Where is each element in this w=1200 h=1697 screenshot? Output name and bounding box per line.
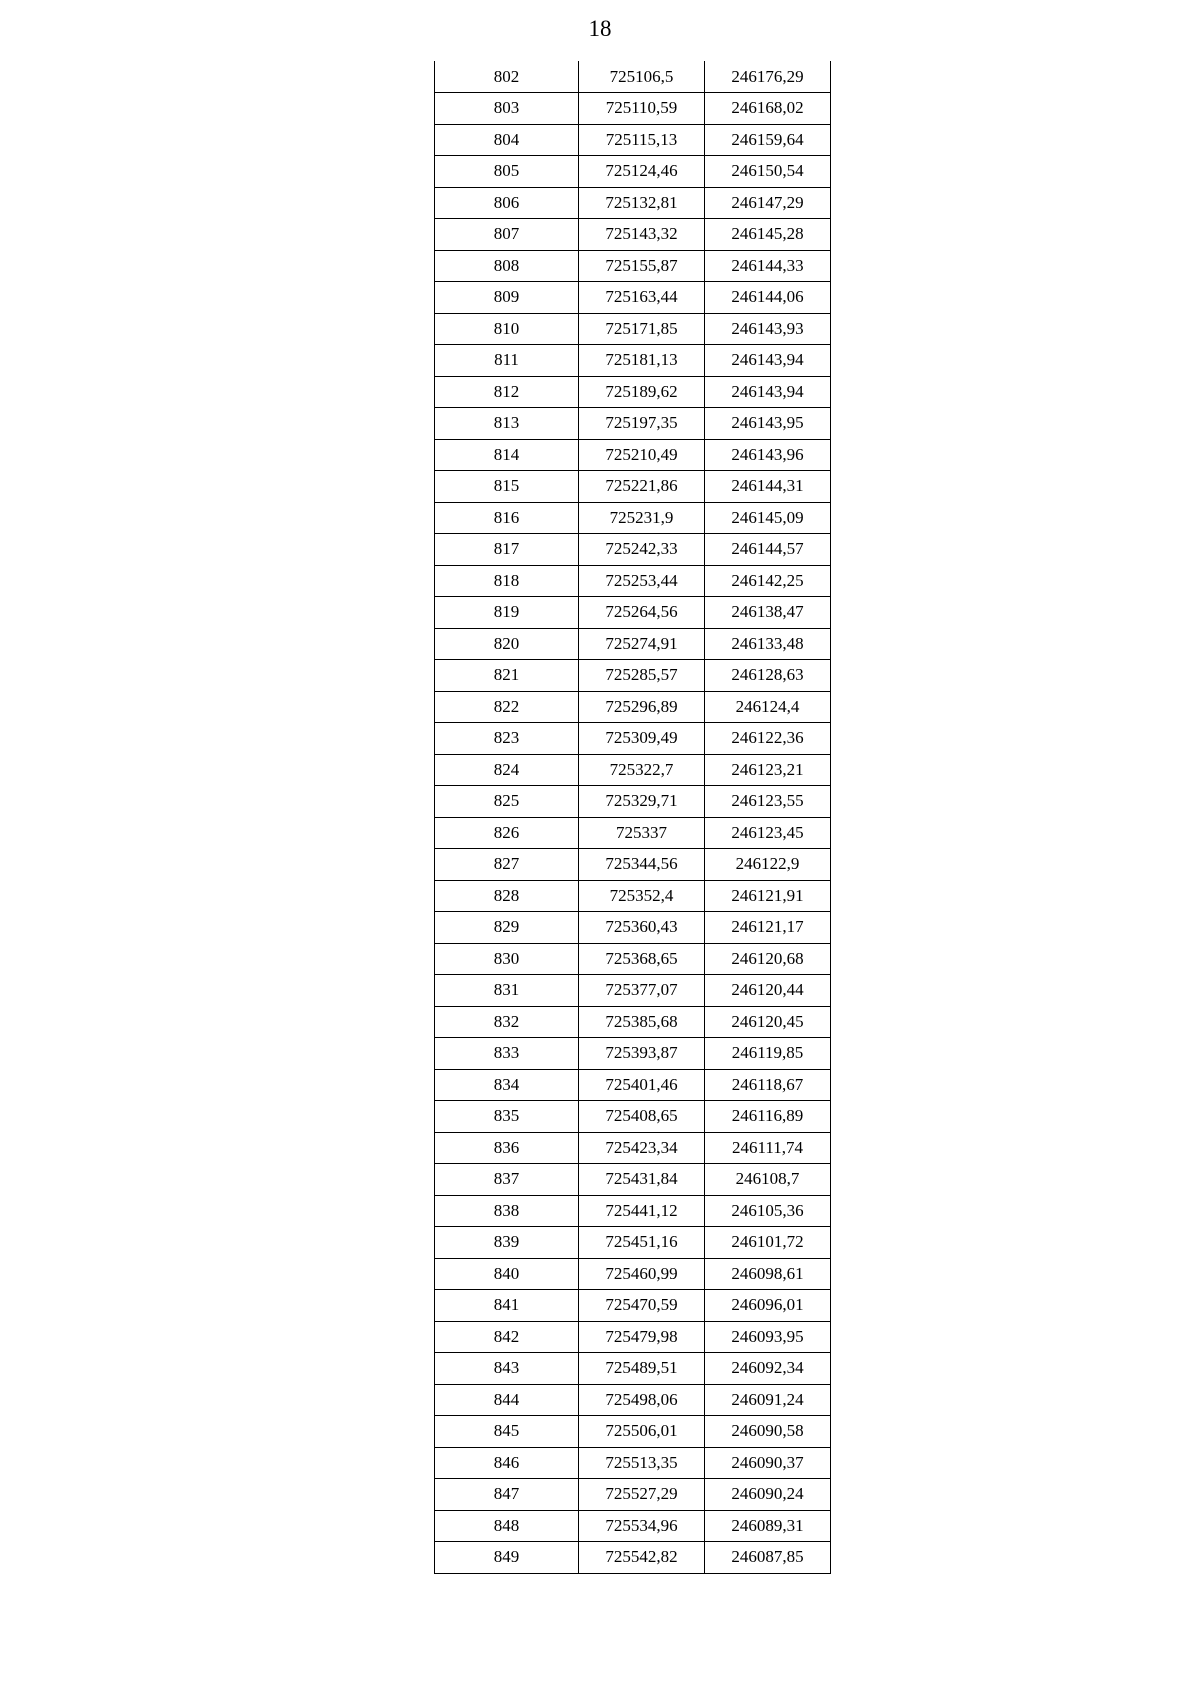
point-number-cell: 812 [435, 376, 579, 408]
table-row [435, 1321, 831, 1353]
x-coordinate-cell: 725337 [579, 817, 705, 849]
x-coordinate-cell: 725489,51 [579, 1353, 705, 1385]
y-coordinate-cell: 246150,54 [705, 156, 831, 188]
y-coordinate-cell: 246116,89 [705, 1101, 831, 1133]
point-number-cell: 848 [435, 1510, 579, 1542]
x-coordinate-cell: 725408,65 [579, 1101, 705, 1133]
y-coordinate-cell: 246147,29 [705, 187, 831, 219]
table-row [435, 156, 831, 188]
table-row [435, 439, 831, 471]
point-number-cell: 818 [435, 565, 579, 597]
x-coordinate-cell: 725110,59 [579, 93, 705, 125]
y-coordinate-cell: 246092,34 [705, 1353, 831, 1385]
point-number-cell: 819 [435, 597, 579, 629]
x-coordinate-cell: 725385,68 [579, 1006, 705, 1038]
y-coordinate-cell: 246120,44 [705, 975, 831, 1007]
y-coordinate-cell: 246128,63 [705, 660, 831, 692]
y-coordinate-cell: 246138,47 [705, 597, 831, 629]
point-number-cell: 809 [435, 282, 579, 314]
point-number-cell: 805 [435, 156, 579, 188]
table-row [435, 1195, 831, 1227]
table-row [435, 1447, 831, 1479]
point-number-cell: 845 [435, 1416, 579, 1448]
table-row [435, 1038, 831, 1070]
x-coordinate-cell: 725352,4 [579, 880, 705, 912]
y-coordinate-cell: 246133,48 [705, 628, 831, 660]
point-number-cell: 846 [435, 1447, 579, 1479]
table-row [435, 408, 831, 440]
point-number-cell: 839 [435, 1227, 579, 1259]
table-row [435, 943, 831, 975]
y-coordinate-cell: 246143,94 [705, 345, 831, 377]
table-row [435, 1416, 831, 1448]
y-coordinate-cell: 246144,06 [705, 282, 831, 314]
table-row [435, 313, 831, 345]
x-coordinate-cell: 725115,13 [579, 124, 705, 156]
x-coordinate-cell: 725451,16 [579, 1227, 705, 1259]
table-row [435, 93, 831, 125]
table-row [435, 1479, 831, 1511]
point-number-cell: 810 [435, 313, 579, 345]
y-coordinate-cell: 246144,57 [705, 534, 831, 566]
point-number-cell: 815 [435, 471, 579, 503]
point-number-cell: 829 [435, 912, 579, 944]
x-coordinate-cell: 725264,56 [579, 597, 705, 629]
y-coordinate-cell: 246143,96 [705, 439, 831, 471]
x-coordinate-cell: 725542,82 [579, 1542, 705, 1574]
table-row [435, 1101, 831, 1133]
x-coordinate-cell: 725171,85 [579, 313, 705, 345]
table-row [435, 1069, 831, 1101]
point-number-cell: 820 [435, 628, 579, 660]
table-row [435, 376, 831, 408]
point-number-cell: 804 [435, 124, 579, 156]
coordinates-table-container [434, 61, 831, 1574]
x-coordinate-cell: 725274,91 [579, 628, 705, 660]
point-number-cell: 847 [435, 1479, 579, 1511]
table-row [435, 691, 831, 723]
table-row [435, 219, 831, 251]
x-coordinate-cell: 725377,07 [579, 975, 705, 1007]
table-row [435, 660, 831, 692]
y-coordinate-cell: 246118,67 [705, 1069, 831, 1101]
y-coordinate-cell: 246120,45 [705, 1006, 831, 1038]
point-number-cell: 827 [435, 849, 579, 881]
y-coordinate-cell: 246091,24 [705, 1384, 831, 1416]
point-number-cell: 849 [435, 1542, 579, 1574]
y-coordinate-cell: 246123,45 [705, 817, 831, 849]
x-coordinate-cell: 725401,46 [579, 1069, 705, 1101]
y-coordinate-cell: 246159,64 [705, 124, 831, 156]
y-coordinate-cell: 246123,55 [705, 786, 831, 818]
point-number-cell: 817 [435, 534, 579, 566]
point-number-cell: 832 [435, 1006, 579, 1038]
y-coordinate-cell: 246144,33 [705, 250, 831, 282]
x-coordinate-cell: 725143,32 [579, 219, 705, 251]
table-row [435, 1542, 831, 1574]
point-number-cell: 803 [435, 93, 579, 125]
table-row [435, 1006, 831, 1038]
y-coordinate-cell: 246123,21 [705, 754, 831, 786]
table-row [435, 471, 831, 503]
table-row [435, 282, 831, 314]
x-coordinate-cell: 725344,56 [579, 849, 705, 881]
y-coordinate-cell: 246090,58 [705, 1416, 831, 1448]
y-coordinate-cell: 246098,61 [705, 1258, 831, 1290]
x-coordinate-cell: 725498,06 [579, 1384, 705, 1416]
x-coordinate-cell: 725221,86 [579, 471, 705, 503]
y-coordinate-cell: 246087,85 [705, 1542, 831, 1574]
x-coordinate-cell: 725210,49 [579, 439, 705, 471]
point-number-cell: 807 [435, 219, 579, 251]
x-coordinate-cell: 725155,87 [579, 250, 705, 282]
table-row [435, 1290, 831, 1322]
x-coordinate-cell: 725309,49 [579, 723, 705, 755]
y-coordinate-cell: 246145,09 [705, 502, 831, 534]
table-row [435, 124, 831, 156]
y-coordinate-cell: 246121,91 [705, 880, 831, 912]
point-number-cell: 835 [435, 1101, 579, 1133]
y-coordinate-cell: 246122,9 [705, 849, 831, 881]
point-number-cell: 826 [435, 817, 579, 849]
point-number-cell: 821 [435, 660, 579, 692]
point-number-cell: 813 [435, 408, 579, 440]
y-coordinate-cell: 246121,17 [705, 912, 831, 944]
table-row [435, 1510, 831, 1542]
x-coordinate-cell: 725322,7 [579, 754, 705, 786]
y-coordinate-cell: 246143,94 [705, 376, 831, 408]
x-coordinate-cell: 725106,5 [579, 61, 705, 93]
table-row [435, 597, 831, 629]
point-number-cell: 837 [435, 1164, 579, 1196]
x-coordinate-cell: 725423,34 [579, 1132, 705, 1164]
y-coordinate-cell: 246176,29 [705, 61, 831, 93]
y-coordinate-cell: 246144,31 [705, 471, 831, 503]
table-row [435, 786, 831, 818]
point-number-cell: 811 [435, 345, 579, 377]
point-number-cell: 822 [435, 691, 579, 723]
point-number-cell: 840 [435, 1258, 579, 1290]
x-coordinate-cell: 725441,12 [579, 1195, 705, 1227]
coordinates-table-body [435, 61, 831, 1573]
x-coordinate-cell: 725360,43 [579, 912, 705, 944]
table-row [435, 502, 831, 534]
y-coordinate-cell: 246120,68 [705, 943, 831, 975]
point-number-cell: 823 [435, 723, 579, 755]
point-number-cell: 824 [435, 754, 579, 786]
table-row [435, 754, 831, 786]
table-row [435, 912, 831, 944]
y-coordinate-cell: 246101,72 [705, 1227, 831, 1259]
point-number-cell: 831 [435, 975, 579, 1007]
x-coordinate-cell: 725527,29 [579, 1479, 705, 1511]
x-coordinate-cell: 725132,81 [579, 187, 705, 219]
y-coordinate-cell: 246143,93 [705, 313, 831, 345]
y-coordinate-cell: 246096,01 [705, 1290, 831, 1322]
table-row [435, 975, 831, 1007]
x-coordinate-cell: 725470,59 [579, 1290, 705, 1322]
table-row [435, 880, 831, 912]
table-row [435, 1353, 831, 1385]
point-number-cell: 808 [435, 250, 579, 282]
point-number-cell: 838 [435, 1195, 579, 1227]
x-coordinate-cell: 725124,46 [579, 156, 705, 188]
y-coordinate-cell: 246143,95 [705, 408, 831, 440]
y-coordinate-cell: 246108,7 [705, 1164, 831, 1196]
x-coordinate-cell: 725460,99 [579, 1258, 705, 1290]
x-coordinate-cell: 725253,44 [579, 565, 705, 597]
y-coordinate-cell: 246111,74 [705, 1132, 831, 1164]
y-coordinate-cell: 246168,02 [705, 93, 831, 125]
y-coordinate-cell: 246090,24 [705, 1479, 831, 1511]
coordinates-table [434, 61, 831, 1574]
table-row [435, 61, 831, 93]
point-number-cell: 833 [435, 1038, 579, 1070]
y-coordinate-cell: 246119,85 [705, 1038, 831, 1070]
x-coordinate-cell: 725368,65 [579, 943, 705, 975]
point-number-cell: 836 [435, 1132, 579, 1164]
table-row [435, 250, 831, 282]
y-coordinate-cell: 246090,37 [705, 1447, 831, 1479]
point-number-cell: 842 [435, 1321, 579, 1353]
y-coordinate-cell: 246089,31 [705, 1510, 831, 1542]
x-coordinate-cell: 725296,89 [579, 691, 705, 723]
table-row [435, 817, 831, 849]
point-number-cell: 834 [435, 1069, 579, 1101]
point-number-cell: 843 [435, 1353, 579, 1385]
x-coordinate-cell: 725329,71 [579, 786, 705, 818]
y-coordinate-cell: 246145,28 [705, 219, 831, 251]
point-number-cell: 816 [435, 502, 579, 534]
table-row [435, 534, 831, 566]
x-coordinate-cell: 725479,98 [579, 1321, 705, 1353]
x-coordinate-cell: 725163,44 [579, 282, 705, 314]
y-coordinate-cell: 246124,4 [705, 691, 831, 723]
point-number-cell: 814 [435, 439, 579, 471]
y-coordinate-cell: 246142,25 [705, 565, 831, 597]
table-row [435, 187, 831, 219]
page-number: 18 [588, 16, 612, 41]
x-coordinate-cell: 725189,62 [579, 376, 705, 408]
y-coordinate-cell: 246105,36 [705, 1195, 831, 1227]
x-coordinate-cell: 725534,96 [579, 1510, 705, 1542]
point-number-cell: 844 [435, 1384, 579, 1416]
y-coordinate-cell: 246122,36 [705, 723, 831, 755]
table-row [435, 1164, 831, 1196]
point-number-cell: 841 [435, 1290, 579, 1322]
point-number-cell: 828 [435, 880, 579, 912]
point-number-cell: 825 [435, 786, 579, 818]
x-coordinate-cell: 725242,33 [579, 534, 705, 566]
point-number-cell: 802 [435, 61, 579, 93]
x-coordinate-cell: 725506,01 [579, 1416, 705, 1448]
table-row [435, 1132, 831, 1164]
x-coordinate-cell: 725231,9 [579, 502, 705, 534]
table-row [435, 345, 831, 377]
table-row [435, 723, 831, 755]
table-row [435, 565, 831, 597]
x-coordinate-cell: 725513,35 [579, 1447, 705, 1479]
table-row [435, 1384, 831, 1416]
table-row [435, 628, 831, 660]
x-coordinate-cell: 725285,57 [579, 660, 705, 692]
table-row [435, 1258, 831, 1290]
y-coordinate-cell: 246093,95 [705, 1321, 831, 1353]
table-row [435, 849, 831, 881]
table-row [435, 1227, 831, 1259]
x-coordinate-cell: 725197,35 [579, 408, 705, 440]
x-coordinate-cell: 725181,13 [579, 345, 705, 377]
point-number-cell: 830 [435, 943, 579, 975]
point-number-cell: 806 [435, 187, 579, 219]
x-coordinate-cell: 725393,87 [579, 1038, 705, 1070]
x-coordinate-cell: 725431,84 [579, 1164, 705, 1196]
